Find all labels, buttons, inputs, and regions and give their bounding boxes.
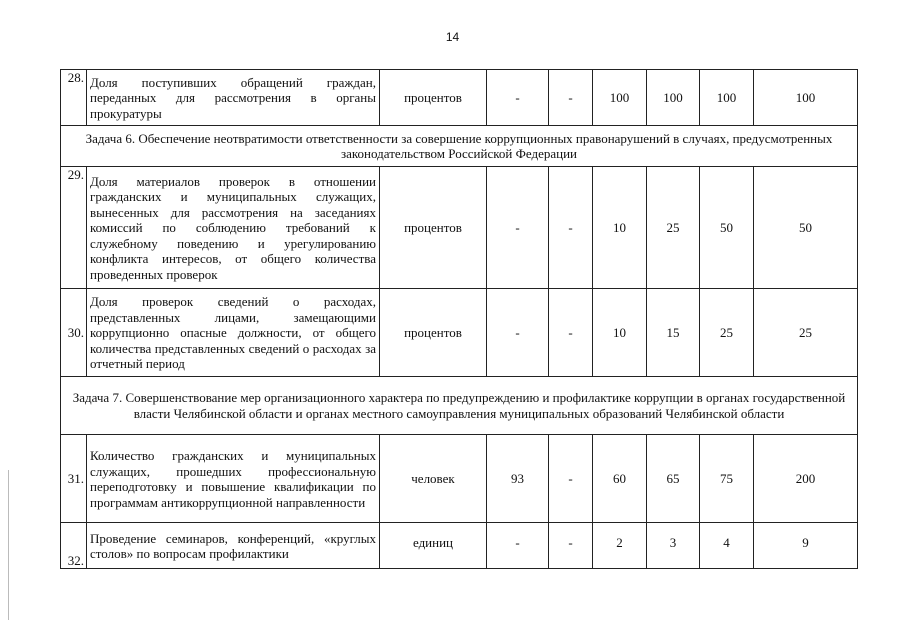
- value-cell: 25: [647, 167, 700, 289]
- unit-cell: процентов: [380, 167, 487, 289]
- value-cell: -: [549, 435, 593, 523]
- row-number: 28.: [61, 70, 87, 126]
- table-row: [61, 523, 858, 569]
- value-cell: 50: [700, 167, 754, 289]
- row-number: 32.: [61, 523, 87, 569]
- row-number: 31.: [61, 435, 87, 523]
- indicator-name: Доля проверок сведений о расходах, представленных лицами, замещающими коррупционно опасные должности, от общего количества представленных сведений о расходах за отчетный период: [87, 289, 380, 377]
- row-number: 30.: [61, 289, 87, 377]
- value-cell: 15: [647, 289, 700, 377]
- value-cell: 65: [647, 435, 700, 523]
- indicator-name: Доля поступивших обращений граждан, переданных для рассмотрения в органы прокуратуры: [87, 70, 380, 126]
- value-cell: 100: [593, 70, 647, 126]
- scan-edge-line: [8, 470, 9, 620]
- value-cell: 4: [700, 523, 754, 569]
- unit-cell: человек: [380, 435, 487, 523]
- table-row: [61, 435, 858, 523]
- value-cell: 100: [754, 70, 858, 126]
- value-cell: 2: [593, 523, 647, 569]
- value-cell: 100: [647, 70, 700, 126]
- task-row: [61, 126, 858, 167]
- value-cell: -: [487, 289, 549, 377]
- indicator-name: Проведение семинаров, конференций, «круглых столов» по вопросам профилактики: [87, 523, 380, 569]
- value-cell: 75: [700, 435, 754, 523]
- value-cell: 60: [593, 435, 647, 523]
- value-cell: 25: [754, 289, 858, 377]
- value-cell: 10: [593, 167, 647, 289]
- value-cell: 200: [754, 435, 858, 523]
- task-heading: Задача 7. Совершенствование мер организационного характера по предупреждению и профилактике коррупции в органах государственной власти Челябинской области и органах местного самоуправления муниципальных образований Челябинской области: [61, 377, 858, 435]
- indicators-table: [60, 69, 858, 569]
- indicator-name: Количество гражданских и муниципальных служащих, прошедших профессиональную переподготовку и повышение квалификации по программам антикоррупционной направленности: [87, 435, 380, 523]
- value-cell: -: [487, 70, 549, 126]
- table-row: [61, 70, 858, 126]
- value-cell: -: [549, 167, 593, 289]
- value-cell: 50: [754, 167, 858, 289]
- value-cell: 3: [647, 523, 700, 569]
- unit-cell: процентов: [380, 70, 487, 126]
- task-row: [61, 377, 858, 435]
- unit-cell: единиц: [380, 523, 487, 569]
- value-cell: -: [549, 289, 593, 377]
- indicator-name: Доля материалов проверок в отношении гражданских и муниципальных служащих, вынесенных для рассмотрения на заседаниях комиссий по соблюдению требований к служебному поведению и урегулированию конфликта интересов, от общего количества проведенных проверок: [87, 167, 380, 289]
- task-heading: Задача 6. Обеспечение неотвратимости ответственности за совершение коррупционных правонарушений в случаях, предусмотренных законодательством Российской Федерации: [61, 126, 858, 167]
- value-cell: -: [487, 523, 549, 569]
- value-cell: 100: [700, 70, 754, 126]
- value-cell: -: [549, 523, 593, 569]
- table-row: [61, 167, 858, 289]
- value-cell: 93: [487, 435, 549, 523]
- value-cell: 25: [700, 289, 754, 377]
- page-number: 14: [445, 30, 460, 44]
- row-number: 29.: [61, 167, 87, 289]
- value-cell: 10: [593, 289, 647, 377]
- value-cell: 9: [754, 523, 858, 569]
- unit-cell: процентов: [380, 289, 487, 377]
- table-row: [61, 289, 858, 377]
- value-cell: -: [487, 167, 549, 289]
- value-cell: -: [549, 70, 593, 126]
